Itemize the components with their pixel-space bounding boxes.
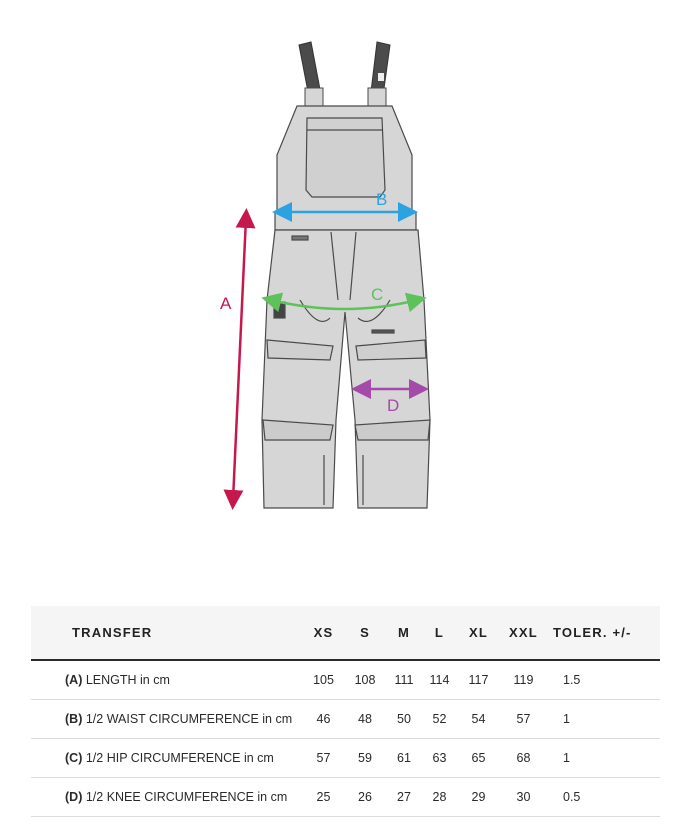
header-l: L [420, 606, 459, 660]
cell-l: 63 [420, 739, 459, 778]
cell-s: 26 [342, 778, 388, 817]
cell-xl: 117 [459, 660, 498, 700]
label-a: A [220, 294, 232, 313]
row-label: (B) 1/2 WAIST CIRCUMFERENCE in cm [31, 700, 305, 739]
cell-m: 61 [388, 739, 420, 778]
shoulder-straps [299, 42, 390, 108]
table-row [31, 739, 660, 778]
header-s: S [342, 606, 388, 660]
header-m: M [388, 606, 420, 660]
cell-xs: 46 [305, 700, 342, 739]
cell-tolerance: 0.5 [549, 778, 660, 817]
cell-s: 108 [342, 660, 388, 700]
cell-s: 59 [342, 739, 388, 778]
cell-xl: 54 [459, 700, 498, 739]
cell-xs: 105 [305, 660, 342, 700]
label-b: B [376, 190, 388, 209]
cell-xl: 65 [459, 739, 498, 778]
label-c: C [371, 285, 384, 304]
pants-body [262, 230, 430, 508]
cell-xs: 57 [305, 739, 342, 778]
cell-l: 28 [420, 778, 459, 817]
header-xs: XS [305, 606, 342, 660]
table-row [31, 778, 660, 817]
cell-xxl: 119 [498, 660, 549, 700]
row-label: (C) 1/2 HIP CIRCUMFERENCE in cm [31, 739, 305, 778]
table-row [31, 700, 660, 739]
cell-tolerance: 1 [549, 700, 660, 739]
cell-l: 114 [420, 660, 459, 700]
measurement-a [220, 218, 246, 500]
cell-s: 48 [342, 700, 388, 739]
header-transfer: TRANSFER [31, 606, 305, 660]
row-label: (D) 1/2 KNEE CIRCUMFERENCE in cm [31, 778, 305, 817]
cell-m: 50 [388, 700, 420, 739]
table-header-row [31, 606, 660, 660]
size-chart-table [31, 606, 660, 817]
row-label: (A) LENGTH in cm [31, 660, 305, 700]
cell-tolerance: 1 [549, 739, 660, 778]
cell-xxl: 68 [498, 739, 549, 778]
header-xxl: XXL [498, 606, 549, 660]
cell-tolerance: 1.5 [549, 660, 660, 700]
cell-xxl: 57 [498, 700, 549, 739]
cell-xxl: 30 [498, 778, 549, 817]
header-xl: XL [459, 606, 498, 660]
cell-m: 27 [388, 778, 420, 817]
cell-xl: 29 [459, 778, 498, 817]
label-d: D [387, 396, 400, 415]
header-tolerance: TOLER. +/- [549, 606, 660, 660]
cell-xs: 25 [305, 778, 342, 817]
cell-m: 111 [388, 660, 420, 700]
cell-l: 52 [420, 700, 459, 739]
table-row [31, 660, 660, 700]
